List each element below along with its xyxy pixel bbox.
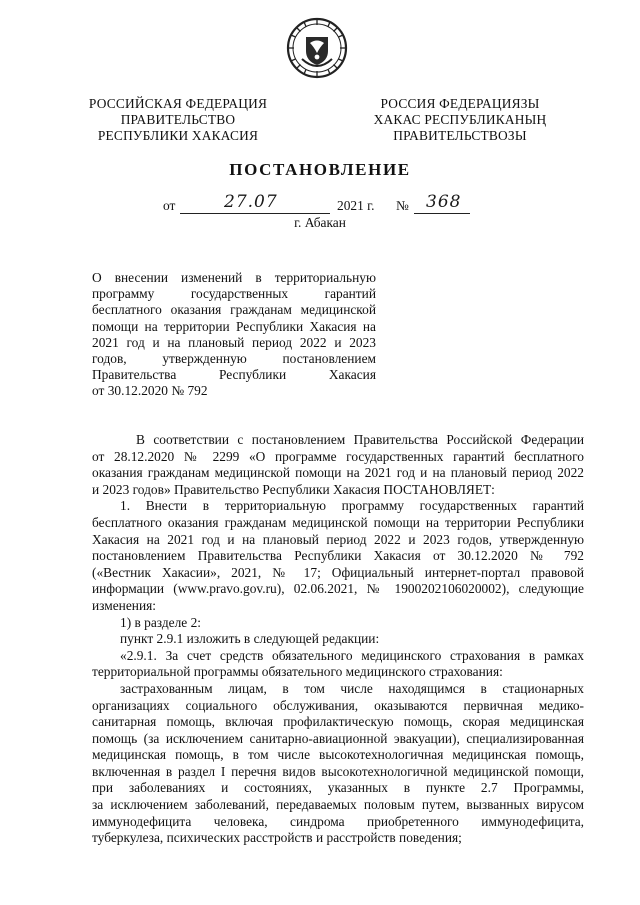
body-line: помощь (за исключением санитарно-авиационной эвакуации), специализированная xyxy=(92,730,584,746)
subject-block xyxy=(92,270,376,400)
date-prefix: от xyxy=(163,198,176,213)
body-line: («Вестник Хакасии», 2021, № 17; Официальный интернет-портал правовой xyxy=(92,564,584,580)
body-line: иммунодефицита человека, синдрома приобретенного иммунодефицита, xyxy=(92,813,584,829)
body-line: организациях социального обслуживания, оказываются первичная медико- xyxy=(92,697,584,713)
number-underline xyxy=(414,213,470,214)
body-line: за исключением заболеваний, передаваемых половым путем, вызванных вирусом xyxy=(92,797,584,813)
header-right-line: РОССИЯ ФЕДЕРАЦИЯЗЫ xyxy=(380,96,540,111)
city-name: г. Абакан xyxy=(294,215,346,230)
body-line: включенная в раздел I перечня видов высокотехнологичной медицинской помощи, xyxy=(92,763,584,779)
date-underline xyxy=(180,213,330,214)
header-left-line: РЕСПУБЛИКИ ХАКАСИЯ xyxy=(97,128,259,143)
subject-line: бесплатного оказания гражданам медицинской xyxy=(92,302,376,318)
number-sign: № xyxy=(396,198,409,213)
subject-line: от 30.12.2020 № 792 xyxy=(92,383,208,399)
body-line: застрахованным лицам, в том числе находящимся в стационарных xyxy=(120,680,584,696)
coat-of-arms-emblem xyxy=(286,17,348,79)
body-text xyxy=(92,432,584,847)
header-left-block xyxy=(78,96,278,144)
body-line: «2.9.1. За счет средств обязательного медицинского страхования в рамках xyxy=(120,647,584,663)
body-line: от 28.12.2020 № 2299 «О программе государственных гарантий бесплатного xyxy=(92,448,584,464)
body-line: санитарная помощь, включая профилактическую помощь, скорая медицинская xyxy=(92,714,584,730)
body-line: 1. Внести в территориальную программу государственных гарантий xyxy=(120,498,584,514)
header-right-line: ПРАВИТЕЛЬСТВОЗЫ xyxy=(393,128,527,143)
subject-line: Правительства Республики Хакасия xyxy=(92,367,376,383)
subject-line: 2021 год и на плановый период 2022 и 2023 xyxy=(92,334,376,350)
body-line: постановлением Правительства Республики Хакасия от 30.12.2020 № 792 xyxy=(92,548,584,564)
subject-line: годов, утвержденную постановлением xyxy=(92,350,376,366)
header-left-line: РОССИЙСКАЯ ФЕДЕРАЦИЯ xyxy=(88,96,268,111)
body-line: Хакасия на 2021 год и на плановый период 2022 и 2023 годов, утвержденную xyxy=(92,531,584,547)
header-right-block xyxy=(360,96,560,144)
year-text: 2021 г. xyxy=(337,198,375,213)
body-line: оказания гражданам медицинской помощи на 2021 год и на плановый период 2022 xyxy=(92,465,584,481)
handwritten-number: 368 xyxy=(426,192,462,212)
header-right-line: ХАКАС РЕСПУБЛИКАНЫҢ xyxy=(373,112,547,127)
body-line: при заболеваниях и состояниях, указанных в пункте 2.7 Программы, xyxy=(92,780,584,796)
handwritten-date: 27.07 xyxy=(224,192,278,212)
body-line: В соответствии с постановлением Правительства Российской Федерации xyxy=(136,432,584,447)
subject-line: О внесении изменений в территориальную xyxy=(92,270,376,285)
body-line: и 2023 годов» Правительство Республики Хакасия ПОСТАНОВЛЯЕТ: xyxy=(92,481,495,497)
body-line: туберкулеза, психических расстройств и расстройств поведения; xyxy=(92,830,462,846)
body-line: 1) в разделе 2: xyxy=(120,614,202,630)
body-line: информации (www.pravo.gov.ru), 02.06.2021, № 1900202106020002), следующие xyxy=(92,581,584,597)
body-line: территориальной программы обязательного медицинского страхования: xyxy=(92,664,503,680)
body-line: бесплатного оказания гражданам медицинской помощи на территории Республики xyxy=(92,514,584,530)
body-line: пункт 2.9.1 изложить в следующей редакции: xyxy=(120,631,380,647)
subject-line: программу государственных гарантий xyxy=(92,286,376,302)
subject-line: помощи на территории Республики Хакасия на xyxy=(92,318,376,334)
document-title: ПОСТАНОВЛЕНИЕ xyxy=(229,160,411,179)
header-left-line: ПРАВИТЕЛЬСТВО xyxy=(120,112,236,127)
body-line: изменения: xyxy=(92,597,157,613)
body-line: медицинская помощь, в том числе высокотехнологичная медицинская помощь, xyxy=(92,747,584,763)
